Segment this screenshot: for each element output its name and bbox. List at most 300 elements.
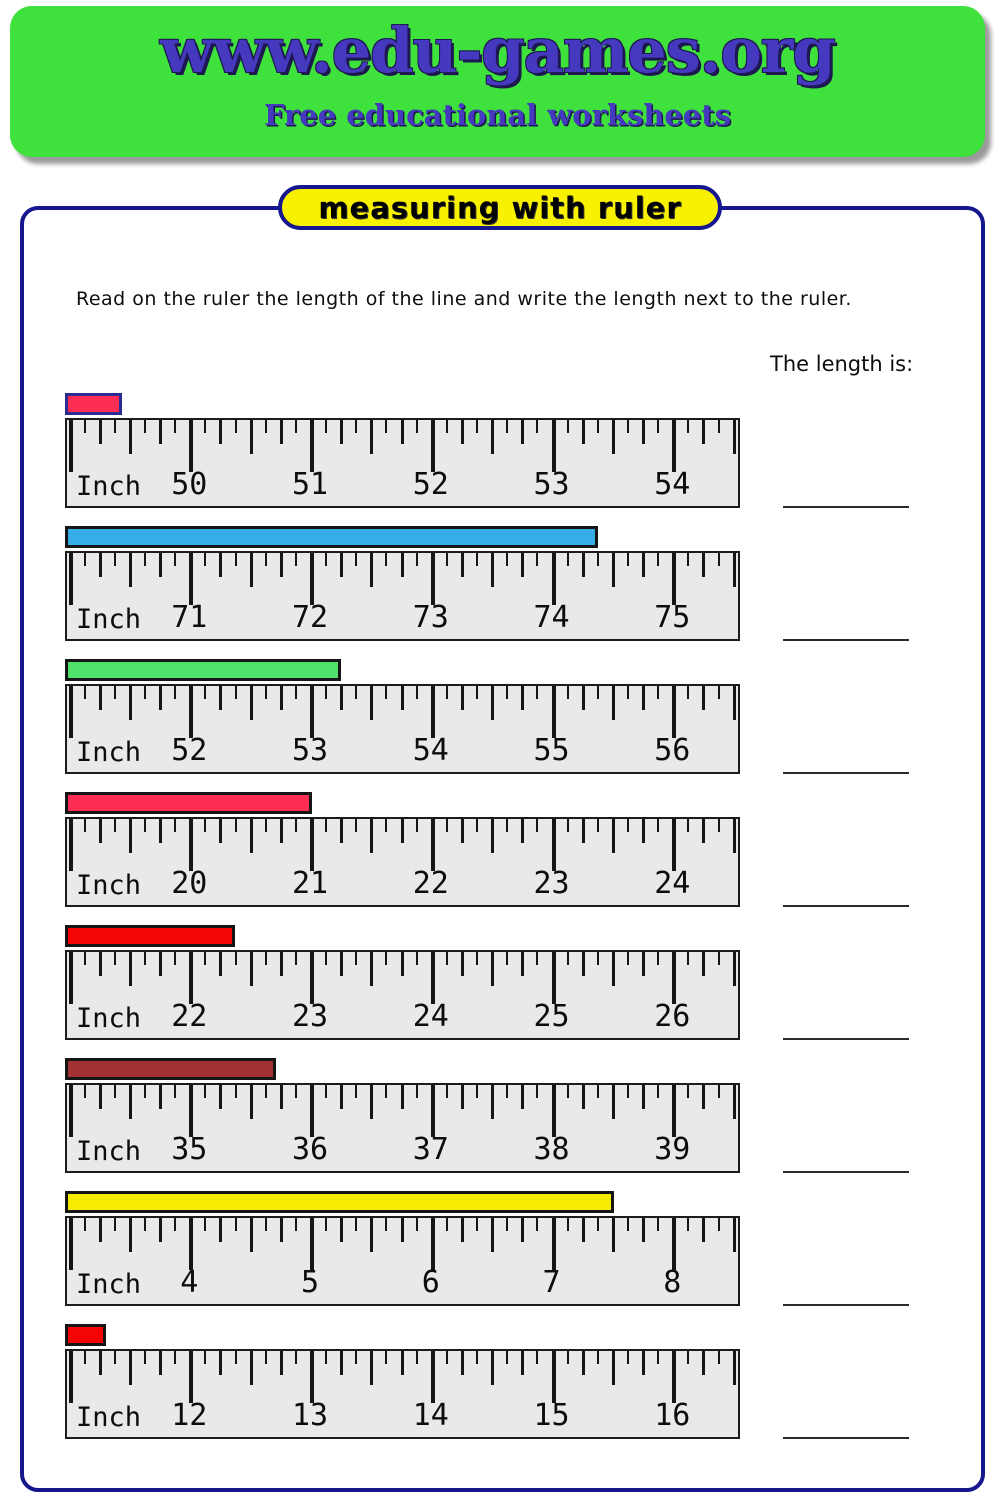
eighth-tick: [204, 1085, 206, 1098]
eighth-tick: [416, 1351, 418, 1364]
inch-tick: [672, 819, 676, 871]
eighth-tick: [235, 1085, 237, 1098]
ruler-number: 52: [171, 733, 208, 768]
half-tick: [491, 1351, 494, 1385]
eighth-tick: [174, 1218, 176, 1231]
eighth-tick: [718, 1351, 720, 1364]
eighth-tick: [687, 553, 689, 566]
inch-tick: [552, 952, 556, 1004]
ruler-number: 25: [533, 999, 570, 1034]
ruler-unit-label: Inch: [76, 737, 142, 768]
quarter-tick: [401, 819, 404, 843]
eighth-tick: [144, 420, 146, 433]
eighth-tick: [506, 553, 508, 566]
inch-tick: [69, 1085, 73, 1137]
quarter-tick: [99, 553, 102, 577]
eighth-tick: [295, 420, 297, 433]
quarter-tick: [702, 819, 705, 843]
inch-tick: [69, 686, 73, 738]
quarter-tick: [219, 819, 222, 843]
eighth-tick: [144, 553, 146, 566]
half-tick: [612, 1085, 615, 1119]
inch-tick: [431, 952, 435, 1004]
half-tick: [129, 952, 132, 986]
eighth-tick: [144, 952, 146, 965]
eighth-tick: [84, 952, 86, 965]
inch-tick: [189, 686, 193, 738]
ruler-number: 36: [291, 1132, 329, 1167]
eighth-tick: [355, 819, 357, 832]
ruler-number: 72: [291, 600, 329, 635]
quarter-tick: [702, 1085, 705, 1109]
eighth-tick: [627, 819, 629, 832]
eighth-tick: [476, 819, 478, 832]
ruler-number: 24: [412, 999, 449, 1034]
quarter-tick: [340, 553, 343, 577]
eighth-tick: [536, 952, 538, 965]
quarter-tick: [461, 1218, 464, 1242]
eighth-tick: [718, 1218, 720, 1231]
eighth-tick: [325, 1351, 327, 1364]
ruler-number: 52: [412, 467, 449, 502]
quarter-tick: [702, 1218, 705, 1242]
eighth-tick: [657, 686, 659, 699]
quarter-tick: [642, 686, 645, 710]
inch-tick: [310, 819, 314, 871]
ruler-number: 4: [180, 1265, 199, 1300]
ruler-number: 24: [654, 866, 691, 901]
inch-tick: [310, 952, 314, 1004]
quarter-tick: [159, 1218, 162, 1242]
eighth-tick: [657, 553, 659, 566]
eighth-tick: [536, 420, 538, 433]
half-tick: [129, 1218, 132, 1252]
eighth-tick: [718, 952, 720, 965]
quarter-tick: [521, 1085, 524, 1109]
eighth-tick: [355, 1351, 357, 1364]
eighth-tick: [597, 686, 599, 699]
eighth-tick: [385, 1218, 387, 1231]
ruler-number: 50: [171, 467, 208, 502]
half-tick: [129, 420, 132, 454]
inch-tick: [672, 686, 676, 738]
quarter-tick: [280, 819, 283, 843]
eighth-tick: [295, 1218, 297, 1231]
quarter-tick: [219, 553, 222, 577]
inch-tick: [189, 553, 193, 605]
quarter-tick: [582, 420, 585, 444]
eighth-tick: [325, 420, 327, 433]
eighth-tick: [144, 1218, 146, 1231]
inch-tick: [672, 1351, 676, 1403]
ruler-number: 53: [533, 467, 570, 502]
quarter-tick: [280, 1218, 283, 1242]
quarter-tick: [642, 1218, 645, 1242]
quarter-tick: [159, 952, 162, 976]
quarter-tick: [99, 819, 102, 843]
eighth-tick: [657, 420, 659, 433]
eighth-tick: [114, 1351, 116, 1364]
eighth-tick: [506, 1218, 508, 1231]
quarter-tick: [642, 952, 645, 976]
quarter-tick: [702, 420, 705, 444]
inch-tick: [431, 553, 435, 605]
eighth-tick: [295, 819, 297, 832]
half-tick: [491, 952, 494, 986]
eighth-tick: [114, 1085, 116, 1098]
quarter-tick: [582, 1351, 585, 1375]
quarter-tick: [159, 1085, 162, 1109]
ruler: [65, 1349, 740, 1439]
eighth-tick: [627, 1085, 629, 1098]
measured-bar: [65, 659, 341, 681]
eighth-tick: [204, 1351, 206, 1364]
half-tick: [491, 420, 494, 454]
quarter-tick: [702, 553, 705, 577]
ruler-number: 14: [412, 1398, 449, 1433]
eighth-tick: [416, 553, 418, 566]
eighth-tick: [627, 553, 629, 566]
inch-tick: [69, 553, 73, 605]
eighth-tick: [718, 1085, 720, 1098]
eighth-tick: [204, 952, 206, 965]
quarter-tick: [401, 686, 404, 710]
eighth-tick: [265, 686, 267, 699]
half-tick: [733, 1085, 736, 1119]
eighth-tick: [567, 553, 569, 566]
quarter-tick: [99, 686, 102, 710]
ruler-unit-label: Inch: [76, 870, 142, 901]
ruler-number: 35: [171, 1132, 208, 1167]
eighth-tick: [235, 420, 237, 433]
eighth-tick: [446, 1351, 448, 1364]
half-tick: [491, 1085, 494, 1119]
measured-bar: [65, 393, 122, 415]
measured-bar: [65, 1191, 614, 1213]
eighth-tick: [144, 1351, 146, 1364]
ruler-number: 75: [654, 600, 691, 635]
ruler: [65, 418, 740, 508]
eighth-tick: [597, 819, 599, 832]
ruler-number: 21: [291, 866, 329, 901]
half-tick: [129, 819, 132, 853]
quarter-tick: [582, 1218, 585, 1242]
eighth-tick: [506, 686, 508, 699]
eighth-tick: [265, 819, 267, 832]
quarter-tick: [99, 420, 102, 444]
eighth-tick: [536, 686, 538, 699]
inch-tick: [189, 819, 193, 871]
quarter-tick: [219, 1218, 222, 1242]
eighth-tick: [114, 952, 116, 965]
eighth-tick: [567, 686, 569, 699]
eighth-tick: [114, 553, 116, 566]
eighth-tick: [174, 952, 176, 965]
ruler: [65, 551, 740, 641]
quarter-tick: [280, 553, 283, 577]
eighth-tick: [204, 1218, 206, 1231]
eighth-tick: [204, 553, 206, 566]
eighth-tick: [657, 819, 659, 832]
answer-line[interactable]: [783, 905, 909, 907]
ruler: [65, 950, 740, 1040]
ruler-number: 20: [171, 866, 208, 901]
answer-line[interactable]: [783, 1304, 909, 1306]
half-tick: [129, 686, 132, 720]
quarter-tick: [582, 1085, 585, 1109]
half-tick: [370, 553, 373, 587]
eighth-tick: [567, 1085, 569, 1098]
ruler-number: 54: [412, 733, 449, 768]
half-tick: [733, 952, 736, 986]
ruler: [65, 1216, 740, 1306]
inch-tick: [431, 1351, 435, 1403]
quarter-tick: [219, 420, 222, 444]
ruler: [65, 684, 740, 774]
eighth-tick: [627, 1351, 629, 1364]
eighth-tick: [385, 686, 387, 699]
length-label: The length is:: [770, 352, 914, 376]
inch-tick: [552, 1218, 556, 1270]
half-tick: [129, 1085, 132, 1119]
ruler-number: 74: [533, 600, 570, 635]
ruler-number: 8: [663, 1265, 682, 1300]
inch-tick: [69, 1351, 73, 1403]
eighth-tick: [506, 952, 508, 965]
eighth-tick: [235, 1351, 237, 1364]
ruler-number: 16: [654, 1398, 691, 1433]
eighth-tick: [114, 819, 116, 832]
half-tick: [250, 952, 253, 986]
quarter-tick: [401, 420, 404, 444]
measured-bar: [65, 1324, 106, 1346]
eighth-tick: [114, 1218, 116, 1231]
measured-bar: [65, 1058, 276, 1080]
quarter-tick: [280, 1351, 283, 1375]
ruler: [65, 1083, 740, 1173]
ruler-number: 37: [412, 1132, 449, 1167]
ruler-number: 13: [291, 1398, 329, 1433]
eighth-tick: [355, 952, 357, 965]
eighth-tick: [687, 1218, 689, 1231]
eighth-tick: [687, 819, 689, 832]
quarter-tick: [521, 952, 524, 976]
half-tick: [250, 1085, 253, 1119]
quarter-tick: [280, 420, 283, 444]
eighth-tick: [416, 1218, 418, 1231]
quarter-tick: [340, 420, 343, 444]
half-tick: [370, 819, 373, 853]
quarter-tick: [159, 420, 162, 444]
ruler-unit-label: Inch: [76, 1136, 142, 1167]
half-tick: [491, 1218, 494, 1252]
eighth-tick: [446, 553, 448, 566]
worksheet-title-pill: [278, 185, 722, 230]
inch-tick: [189, 1351, 193, 1403]
worksheet-title: measuring with ruler: [318, 190, 682, 225]
eighth-tick: [355, 686, 357, 699]
eighth-tick: [325, 553, 327, 566]
half-tick: [612, 952, 615, 986]
half-tick: [491, 553, 494, 587]
quarter-tick: [582, 819, 585, 843]
eighth-tick: [446, 686, 448, 699]
eighth-tick: [385, 1085, 387, 1098]
half-tick: [491, 819, 494, 853]
ruler-number: 71: [171, 600, 208, 635]
quarter-tick: [280, 686, 283, 710]
inch-tick: [310, 1351, 314, 1403]
eighth-tick: [506, 819, 508, 832]
eighth-tick: [567, 952, 569, 965]
quarter-tick: [219, 686, 222, 710]
eighth-tick: [476, 1218, 478, 1231]
quarter-tick: [159, 553, 162, 577]
eighth-tick: [657, 1085, 659, 1098]
eighth-tick: [144, 1085, 146, 1098]
ruler-number: 55: [533, 733, 570, 768]
eighth-tick: [627, 420, 629, 433]
ruler-number: 5: [300, 1265, 320, 1300]
eighth-tick: [506, 1351, 508, 1364]
quarter-tick: [340, 686, 343, 710]
eighth-tick: [476, 1085, 478, 1098]
quarter-tick: [219, 952, 222, 976]
inch-tick: [552, 420, 556, 472]
inch-tick: [431, 819, 435, 871]
eighth-tick: [325, 1085, 327, 1098]
eighth-tick: [446, 420, 448, 433]
eighth-tick: [657, 1351, 659, 1364]
half-tick: [733, 1351, 736, 1385]
inch-tick: [189, 1218, 193, 1270]
half-tick: [733, 553, 736, 587]
ruler-number: 54: [654, 467, 691, 502]
quarter-tick: [99, 952, 102, 976]
quarter-tick: [340, 1085, 343, 1109]
eighth-tick: [84, 686, 86, 699]
quarter-tick: [159, 819, 162, 843]
ruler-number: 6: [421, 1265, 440, 1300]
answer-line[interactable]: [783, 506, 909, 508]
measured-bar: [65, 925, 235, 947]
ruler-number: 51: [291, 467, 329, 502]
half-tick: [612, 553, 615, 587]
quarter-tick: [219, 1085, 222, 1109]
eighth-tick: [174, 420, 176, 433]
eighth-tick: [295, 1085, 297, 1098]
half-tick: [129, 1351, 132, 1385]
eighth-tick: [84, 1218, 86, 1231]
ruler-number: 23: [533, 866, 570, 901]
quarter-tick: [642, 819, 645, 843]
eighth-tick: [416, 952, 418, 965]
answer-line[interactable]: [783, 1437, 909, 1439]
eighth-tick: [536, 819, 538, 832]
half-tick: [250, 1218, 253, 1252]
site-subtitle: Free educational worksheets: [263, 98, 732, 132]
quarter-tick: [461, 1085, 464, 1109]
ruler-number: 12: [171, 1398, 208, 1433]
inch-tick: [69, 819, 73, 871]
eighth-tick: [204, 819, 206, 832]
quarter-tick: [642, 1085, 645, 1109]
quarter-tick: [401, 952, 404, 976]
eighth-tick: [265, 1218, 267, 1231]
inch-tick: [189, 420, 193, 472]
quarter-tick: [702, 1351, 705, 1375]
ruler-number: 22: [171, 999, 208, 1034]
eighth-tick: [235, 1218, 237, 1231]
quarter-tick: [642, 1351, 645, 1375]
quarter-tick: [461, 553, 464, 577]
eighth-tick: [84, 1351, 86, 1364]
quarter-tick: [582, 952, 585, 976]
ruler-number: 26: [654, 999, 691, 1034]
eighth-tick: [597, 1218, 599, 1231]
inch-tick: [69, 952, 73, 1004]
eighth-tick: [718, 686, 720, 699]
quarter-tick: [521, 1218, 524, 1242]
inch-tick: [552, 819, 556, 871]
ruler-number: 22: [412, 866, 449, 901]
measured-bar: [65, 792, 312, 814]
quarter-tick: [702, 952, 705, 976]
answer-line[interactable]: [783, 772, 909, 774]
eighth-tick: [174, 1085, 176, 1098]
eighth-tick: [295, 686, 297, 699]
eighth-tick: [235, 819, 237, 832]
eighth-tick: [687, 420, 689, 433]
answer-line[interactable]: [783, 1171, 909, 1173]
eighth-tick: [204, 686, 206, 699]
inch-tick: [672, 952, 676, 1004]
inch-tick: [672, 1218, 676, 1270]
ruler-number: 15: [533, 1398, 570, 1433]
answer-line[interactable]: [783, 1038, 909, 1040]
quarter-tick: [401, 1351, 404, 1375]
half-tick: [129, 553, 132, 587]
eighth-tick: [476, 1351, 478, 1364]
eighth-tick: [446, 1085, 448, 1098]
half-tick: [370, 952, 373, 986]
inch-tick: [431, 1085, 435, 1137]
quarter-tick: [461, 952, 464, 976]
inch-tick: [431, 686, 435, 738]
quarter-tick: [461, 420, 464, 444]
eighth-tick: [536, 1218, 538, 1231]
answer-line[interactable]: [783, 639, 909, 641]
quarter-tick: [521, 553, 524, 577]
half-tick: [250, 1351, 253, 1385]
quarter-tick: [340, 1218, 343, 1242]
half-tick: [250, 819, 253, 853]
eighth-tick: [597, 1351, 599, 1364]
ruler-number: 23: [291, 999, 329, 1034]
eighth-tick: [84, 420, 86, 433]
inch-tick: [672, 553, 676, 605]
quarter-tick: [280, 952, 283, 976]
ruler-number: 38: [533, 1132, 570, 1167]
inch-tick: [310, 553, 314, 605]
inch-tick: [672, 1085, 676, 1137]
quarter-tick: [99, 1085, 102, 1109]
quarter-tick: [99, 1351, 102, 1375]
quarter-tick: [159, 1351, 162, 1375]
eighth-tick: [506, 420, 508, 433]
half-tick: [733, 1218, 736, 1252]
eighth-tick: [265, 1351, 267, 1364]
